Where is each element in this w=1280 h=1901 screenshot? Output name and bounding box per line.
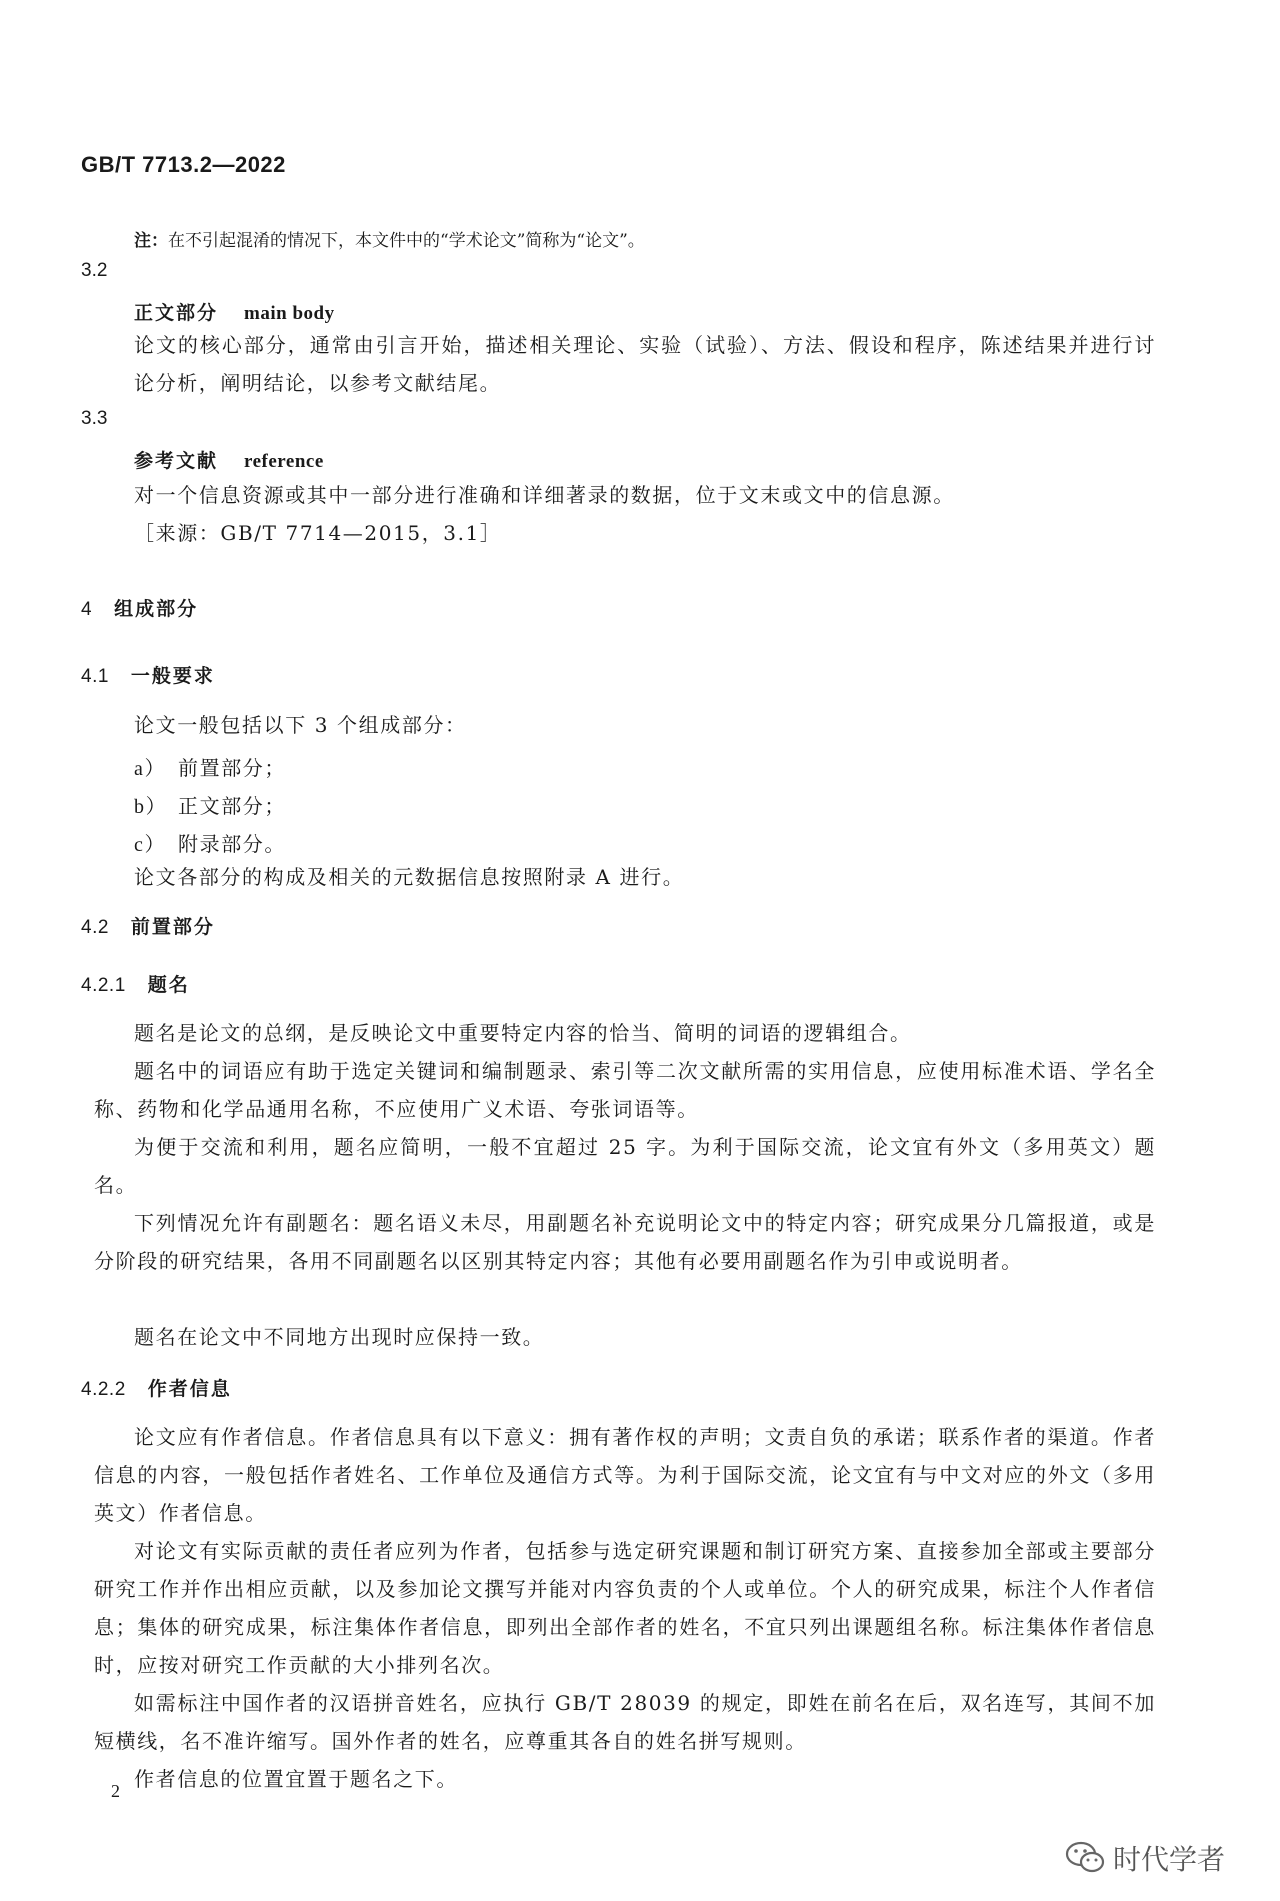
paragraph: 题名是论文的总纲，是反映论文中重要特定内容的恰当、简明的词语的逻辑组合。 bbox=[134, 1021, 912, 1045]
paragraph: 作者信息的位置宜置于题名之下。 bbox=[134, 1767, 458, 1791]
note-label: 注： bbox=[134, 231, 168, 251]
section-heading bbox=[81, 594, 198, 621]
term-definition: 对一个信息资源或其中一部分进行准确和详细著录的数据，位于文末或文中的信息源。 bbox=[134, 483, 955, 507]
section-number: 4 bbox=[81, 599, 93, 620]
paragraph: 题名在论文中不同地方出现时应保持一致。 bbox=[134, 1325, 545, 1349]
standard-code: GB/T 7713.2—2022 bbox=[81, 152, 286, 177]
term-zh: 正文部分 bbox=[134, 302, 219, 324]
list-label: a） bbox=[134, 758, 167, 780]
term-heading bbox=[134, 298, 335, 325]
term-definition: 论文的核心部分，通常由引言开始，描述相关理论、实验（试验）、方法、假设和程序，陈述结果并进行讨论分析，阐明结论，以参考文献结尾。 bbox=[134, 333, 1156, 395]
term-zh: 参考文献 bbox=[134, 450, 219, 472]
subsection-number: 4.1 bbox=[81, 666, 109, 687]
subsection-title: 一般要求 bbox=[130, 665, 215, 687]
watermark-text: 时代学者 bbox=[1113, 1843, 1226, 1876]
clause-number: 4.2.1 bbox=[81, 975, 126, 996]
list-label: c） bbox=[134, 834, 167, 856]
clause-number: 4.2.2 bbox=[81, 1379, 126, 1400]
paragraph: 对论文有实际贡献的责任者应列为作者，包括参与选定研究课题和制订研究方案、直接参加全部或主要部分研究工作并作出相应贡献，以及参加论文撰写并能对内容负责的个人或单位。个人的研究成果，标注个人作者信息；集体的研究成果，标注集体作者信息，即列出全部作者的姓名，不宜只列出课题组名称。标注集体作者信息时，应按对研究工作贡献的大小排列名次。 bbox=[94, 1539, 1156, 1677]
paragraph: 题名中的词语应有助于选定关键词和编制题录、索引等二次文献所需的实用信息，应使用标准术语、学名全称、药物和化学品通用名称，不应使用广义术语、夸张词语等。 bbox=[94, 1059, 1156, 1121]
clause-heading bbox=[81, 970, 190, 997]
paragraph: 论文各部分的构成及相关的元数据信息按照附录 A 进行。 bbox=[134, 865, 685, 889]
page-number: 2 bbox=[111, 1781, 120, 1801]
term-number: 3.3 bbox=[81, 408, 108, 429]
term-source: ［来源：GB/T 7714—2015，3.1］ bbox=[134, 521, 502, 545]
paragraph: 论文一般包括以下 3 个组成部分： bbox=[134, 713, 467, 737]
list-text: 前置部分； bbox=[178, 756, 286, 780]
subsection-number: 4.2 bbox=[81, 917, 109, 938]
clause-title: 题名 bbox=[147, 974, 190, 996]
clause-title: 作者信息 bbox=[147, 1378, 232, 1400]
list-text: 附录部分。 bbox=[178, 832, 286, 856]
subsection-heading bbox=[81, 912, 215, 939]
watermark bbox=[1065, 1838, 1225, 1878]
term-heading bbox=[134, 446, 324, 473]
clause-heading bbox=[81, 1374, 232, 1401]
paragraph: 如需标注中国作者的汉语拼音姓名，应执行 GB/T 28039 的规定，即姓在前名在后，双名连写，其间不加短横线，名不准许缩写。国外作者的姓名，应尊重其各自的姓名拼写规则。 bbox=[94, 1691, 1156, 1753]
list-item bbox=[134, 828, 286, 857]
list-item bbox=[134, 752, 286, 781]
term-en: main body bbox=[244, 303, 335, 324]
paragraph: 下列情况允许有副题名：题名语义未尽，用副题名补充说明论文中的特定内容；研究成果分几篇报道，或是分阶段的研究结果，各用不同副题名以区别其特定内容；其他有必要用副题名作为引申或说明者。 bbox=[94, 1211, 1156, 1273]
list-text: 正文部分； bbox=[178, 794, 286, 818]
list-label: b） bbox=[134, 796, 168, 818]
subsection-heading bbox=[81, 661, 215, 688]
term-number: 3.2 bbox=[81, 260, 108, 281]
note bbox=[134, 226, 645, 251]
list-item bbox=[134, 790, 286, 819]
section-title: 组成部分 bbox=[114, 598, 199, 620]
subsection-title: 前置部分 bbox=[130, 916, 215, 938]
note-text: 在不引起混淆的情况下，本文件中的“学术论文”简称为“论文”。 bbox=[168, 231, 645, 251]
paragraph: 为便于交流和利用，题名应简明，一般不宜超过 25 字。为利于国际交流，论文宜有外文（多用英文）题名。 bbox=[94, 1135, 1156, 1197]
paragraph: 论文应有作者信息。作者信息具有以下意义：拥有著作权的声明；文责自负的承诺；联系作者的渠道。作者信息的内容，一般包括作者姓名、工作单位及通信方式等。为利于国际交流，论文宜有与中文对应的外文（多用英文）作者信息。 bbox=[94, 1425, 1156, 1525]
wechat-icon bbox=[1065, 1840, 1107, 1876]
term-en: reference bbox=[244, 451, 324, 472]
